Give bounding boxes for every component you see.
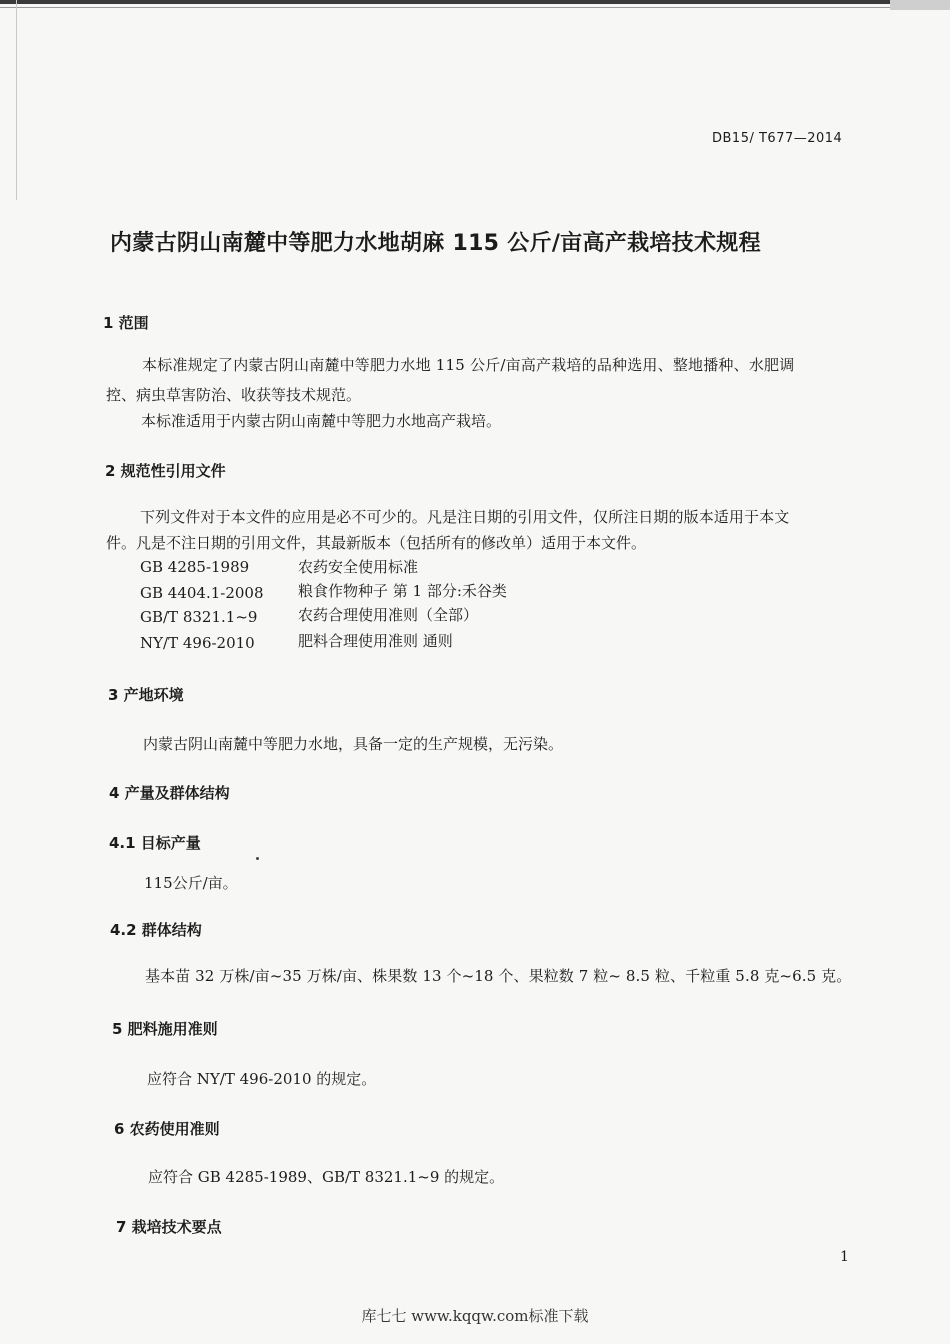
reference-name: 农药安全使用标准 — [298, 558, 419, 576]
scan-edge-line — [0, 7, 950, 8]
section-1-paragraph-1-line-1: 本标准规定了内蒙古阴山南麓中等肥力水地 115 公斤/亩高产栽培的品种选用、整地播种、水肥调 — [142, 356, 795, 374]
section-3-paragraph: 内蒙古阴山南麓中等肥力水地，具备一定的生产规模，无污染。 — [143, 735, 564, 753]
section-3-heading: 3 产地环境 — [108, 686, 184, 704]
scan-corner — [890, 0, 950, 10]
section-4-2-heading: 4.2 群体结构 — [110, 921, 202, 939]
section-1-heading: 1 范围 — [103, 314, 149, 332]
section-1-paragraph-1-line-2: 控、病虫草害防治、收获等技术规范。 — [106, 386, 362, 404]
section-5-heading: 5 肥料施用准则 — [112, 1020, 218, 1038]
section-1-paragraph-2: 本标准适用于内蒙古阴山南麓中等肥力水地高产栽培。 — [141, 412, 502, 430]
section-5-paragraph: 应符合 NY/T 496-2010 的规定。 — [147, 1070, 377, 1088]
reference-code: GB 4404.1-2008 — [140, 584, 264, 602]
reference-code: NY/T 496-2010 — [140, 634, 255, 652]
document-title: 内蒙古阴山南麓中等肥力水地胡麻 115 公斤/亩高产栽培技术规程 — [110, 231, 761, 256]
section-6-paragraph: 应符合 GB 4285-1989、GB/T 8321.1~9 的规定。 — [148, 1168, 505, 1186]
reference-name: 粮食作物种子 第 1 部分:禾谷类 — [298, 582, 507, 600]
reference-code: GB/T 8321.1~9 — [140, 608, 258, 626]
reference-name: 农药合理使用准则（全部） — [298, 606, 479, 624]
footer-watermark: 库七七 www.kqqw.com标准下载 — [361, 1307, 589, 1325]
section-4-1-heading: 4.1 目标产量 — [109, 834, 201, 852]
section-7-heading: 7 栽培技术要点 — [116, 1218, 222, 1236]
section-6-heading: 6 农药使用准则 — [114, 1120, 220, 1138]
section-2-paragraph-line-2: 件。凡是不注日期的引用文件，其最新版本（包括所有的修改单）适用于本文件。 — [106, 534, 647, 552]
scan-speck — [256, 857, 259, 860]
section-4-1-text: 115公斤/亩。 — [144, 874, 238, 892]
standard-code: DB15/ T677—2014 — [712, 131, 843, 146]
section-4-heading: 4 产量及群体结构 — [109, 784, 230, 802]
section-4-2-text: 基本苗 32 万株/亩~35 万株/亩、株果数 13 个~18 个、果粒数 7 粒~ 8.5 粒、千粒重 5.8 克~6.5 克。 — [145, 967, 852, 985]
scan-edge-left — [16, 0, 17, 200]
reference-name: 肥料合理使用准则 通则 — [298, 632, 453, 650]
reference-code: GB 4285-1989 — [140, 558, 250, 576]
scan-edge-top — [0, 0, 950, 4]
section-2-heading: 2 规范性引用文件 — [105, 462, 226, 480]
section-2-paragraph-line-1: 下列文件对于本文件的应用是必不可少的。凡是注日期的引用文件，仅所注日期的版本适用于本文 — [140, 508, 790, 526]
page-number: 1 — [840, 1249, 849, 1265]
